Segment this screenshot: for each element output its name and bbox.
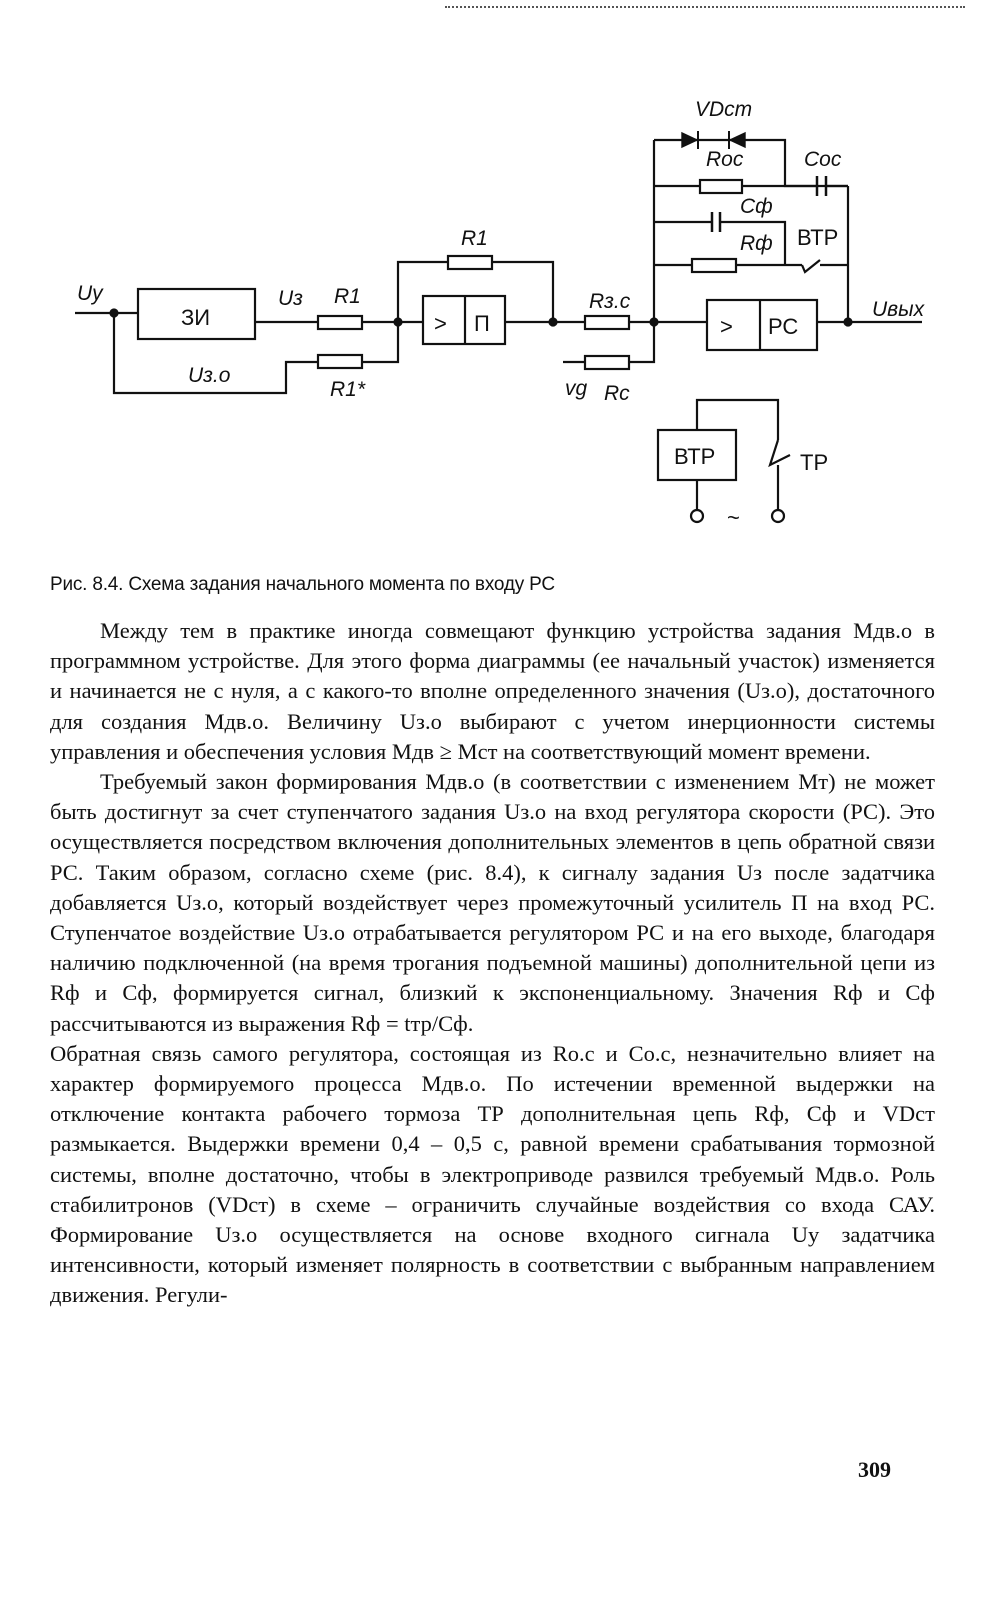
r1-resistor [318, 316, 362, 329]
rzc-resistor [585, 316, 629, 329]
rf-label: Rф [740, 232, 773, 255]
zener-diode-2 [730, 133, 745, 147]
circuit-diagram [0, 0, 999, 560]
roc-resistor [700, 180, 742, 193]
body-text [50, 616, 935, 1311]
page-number: 309 [858, 1457, 891, 1482]
terminal-right [772, 510, 784, 522]
roc-label: Rос [706, 148, 744, 171]
rs-sym-label: > [720, 314, 733, 339]
vtr-contact [802, 260, 820, 272]
tr-contact [770, 440, 790, 465]
rc-label: Rс [604, 382, 630, 405]
r1-star-label: R1* [330, 378, 366, 401]
paragraph: Требуемый закон формирования Mдв.о (в соответствии с изменением Mт) не может быть достигнут за счет ступенчатого задания Uз.о на вход регулятора скорости (РС). Это осуществляется посредством включения дополнительных элементов в цепь обратной связи РС. Таким образом, согласно схеме (рис. 8.4), к сигналу задания Uз после задатчика добавляется Uз.о, который воздействует через промежуточный усилитель П на вход РС. Ступенчатое воздействие Uз.о отрабатывается регулятором РС и на его выходе, благодаря наличию подключенной (на время трогания подъемной машины) дополнительной цепи из Rф и Cф, формируется сигнал, близкий к экспоненциальному. Значения Rф и Cф рассчитываются из выражения Rф = tтр/Cф. [50, 769, 935, 1036]
ac-label: ~ [727, 505, 740, 530]
cf-label: Cф [740, 195, 773, 218]
paragraph: Обратная связь самого регулятора, состоящая из Rо.с и Cо.с, незначительно влияет на характер формируемого процесса Mдв.о. По истечении временной выдержки на отключение контакта рабочего тормоза ТР дополнительная цепь Rф, Cф и VDст размыкается. Выдержки времени 0,4 – 0,5 с, равной времени срабатывания тормозной системы, вполне достаточно, чтобы в электроприводе развился требуемый Mдв.о. Роль стабилитронов (VDст) в схеме – ограничить случайные воздействия со входа САУ. Формирование Uз.о осуществляется на основе входного сигнала Uу задатчика интенсивности, который изменяет полярность в соответствии с выбранным направлением движения. Регули- [50, 1040, 935, 1308]
vg-label: vg [565, 377, 588, 400]
rzc-label: Rз.с [589, 290, 631, 313]
p-sym-label: > [434, 311, 447, 336]
vtr-top-label: ВТР [797, 225, 839, 250]
terminal-left [691, 510, 703, 522]
uzo-label: Uз.о [188, 364, 231, 387]
r1-top-label: R1 [461, 227, 488, 250]
tr-label: ТР [800, 450, 829, 475]
rc-resistor [585, 356, 629, 369]
p-label: П [474, 311, 490, 336]
paragraph: Между тем в практике иногда совмещают функцию устройства задания Mдв.о в программном устройстве. Для этого форма диаграммы (ее начальный участок) изменяется и начинается не с нуля, а с какого-то вполне определенного значения (Uз.о), достаточного для создания Mдв.о. Величину Uз.о выбирают с учетом инерционности системы управления и обеспечения условия Mдв ≥ Mст на соответствующий момент времени. [50, 618, 935, 764]
zener-diode-1 [682, 133, 697, 147]
uz-label: Uз [278, 287, 303, 310]
r1-mid-label: R1 [334, 285, 361, 308]
uvyx-label: Uвых [872, 298, 925, 321]
rs-label: РС [768, 314, 799, 339]
figure-caption: Рис. 8.4. Схема задания начального момента по входу РС [50, 574, 555, 595]
r1-star-resistor [318, 355, 362, 368]
vdst-label: VDст [695, 98, 753, 121]
rf-resistor [692, 259, 736, 272]
vtr-block-label: ВТР [674, 444, 716, 469]
zi-label: ЗИ [181, 305, 211, 330]
uy-label: Uу [77, 282, 103, 305]
r1-feedback-resistor [448, 256, 492, 269]
coc-label: Cос [804, 148, 842, 171]
